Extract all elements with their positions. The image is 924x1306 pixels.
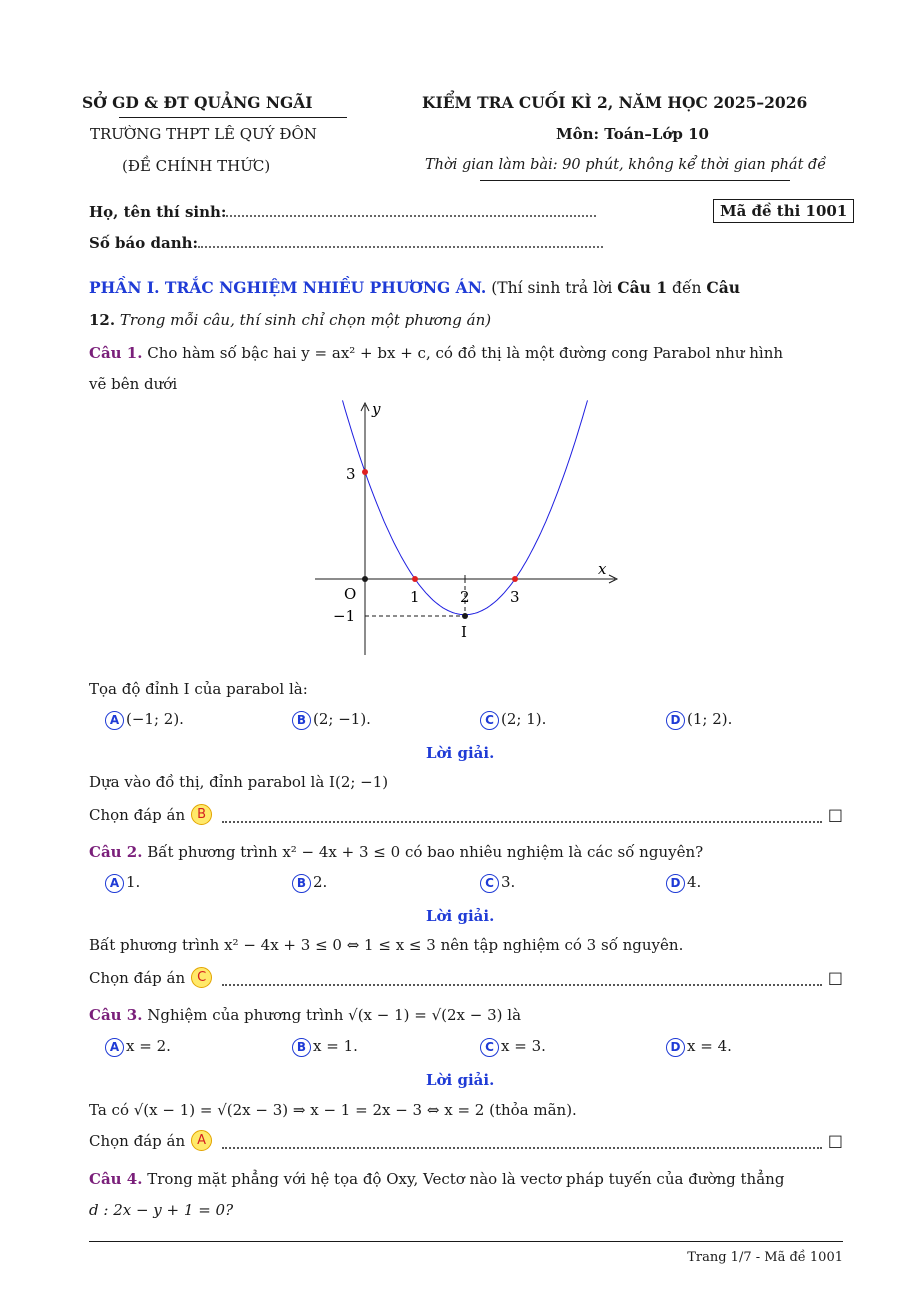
part1-note-italic: Trong mỗi câu, thí sinh chỉ chọn một phương án) [115,311,492,329]
q3-choose-label: Chọn đáp án [89,1131,186,1150]
q3-option-d-text: x = 4. [687,1037,732,1055]
q3-option-a[interactable] [105,1037,171,1057]
time-note: Thời gian làm bài: 90 phút, không kể thời gian phát đề [425,157,827,173]
origin-label: O [344,585,357,603]
q1-qed-icon: □ [827,805,843,824]
q1-option-b-text: (2; −1). [313,710,371,728]
q1-option-a-key: A [105,711,124,730]
q1-choose-row [89,804,843,825]
q2-option-c-text: 3. [501,873,516,891]
q1-question: Tọa độ đỉnh I của parabol là: [89,680,308,698]
q1-label: Câu 1. [89,344,143,362]
q3-option-b-key: B [292,1038,311,1057]
part1-note-mid: đến [667,279,707,297]
q1-choose-label: Chọn đáp án [89,805,186,824]
parabola-graph [300,395,630,660]
q2-option-c-key: C [480,874,499,893]
q4-text-line1 [89,1170,784,1188]
name-row [89,203,596,221]
origin-point [362,576,368,582]
q1-solution-label: Lời giải. [426,744,495,762]
subject: Môn: Toán–Lớp 10 [556,125,709,143]
id-fill[interactable] [198,234,603,248]
q2-solution-label: Lời giải. [426,907,495,925]
q2-choose-row [89,967,843,988]
id-label: Số báo danh: [89,234,199,252]
root-1-point [412,576,418,582]
q2-option-c[interactable] [480,873,515,893]
root-3-point [512,576,518,582]
q2-option-d-key: D [666,874,685,893]
q2-option-a-key: A [105,874,124,893]
q1-option-b-key: B [292,711,311,730]
q2-choose-label: Chọn đáp án [89,968,186,987]
time-underline [480,180,790,181]
school-name: TRƯỜNG THPT LÊ QUÝ ĐÔN [90,125,317,143]
q2-option-b-key: B [292,874,311,893]
q4-text-line2: d : 2x − y + 1 = 0? [89,1201,234,1219]
x-tick-1: 1 [410,588,420,606]
q3-qed-icon: □ [827,1131,843,1150]
vertex-label: I [461,623,467,641]
q3-option-c-text: x = 3. [501,1037,546,1055]
part1-title: PHẦN I. TRẮC NGHIỆM NHIỀU PHƯƠNG ÁN. [89,278,487,297]
q2-option-d-text: 4. [687,873,702,891]
y-tick-3: 3 [346,465,356,483]
q3-label: Câu 3. [89,1006,143,1024]
q3-option-d-key: D [666,1038,685,1057]
q2-option-a-text: 1. [126,873,141,891]
q1-option-c-text: (2; 1). [501,710,547,728]
x-tick-3: 3 [510,588,520,606]
q1-dots [222,807,822,823]
y-axis-label: y [372,400,381,418]
q2-text: Bất phương trình x² − 4x + 3 ≤ 0 có bao nhiêu nghiệm là các số nguyên? [147,843,704,861]
x-tick-2: 2 [460,588,470,606]
q1-option-d-key: D [666,711,685,730]
q3-option-c-key: C [480,1038,499,1057]
q3-solution-text: Ta có √(x − 1) = √(2x − 3) ⇒ x − 1 = 2x − 3 ⇔ x = 2 (thỏa mãn). [89,1101,577,1119]
q2-option-b[interactable] [292,873,327,893]
q2-solution-text: Bất phương trình x² − 4x + 3 ≤ 0 ⇔ 1 ≤ x ≤ 3 nên tập nghiệm có 3 số nguyên. [89,936,684,954]
q3-option-b-text: x = 1. [313,1037,358,1055]
q2-option-b-text: 2. [313,873,328,891]
q2-qed-icon: □ [827,968,843,987]
q2-option-a[interactable] [105,873,140,893]
q3-dots [222,1133,822,1149]
q3-option-c[interactable] [480,1037,546,1057]
q3-text: Nghiệm của phương trình √(x − 1) = √(2x − 3) là [147,1006,522,1024]
q1-option-d-text: (1; 2). [687,710,733,728]
name-fill[interactable] [226,203,596,217]
q1-answer-badge: B [191,804,212,825]
q1-option-c[interactable] [480,710,546,730]
q2-answer-badge: C [191,967,212,988]
footer-rule [89,1241,843,1242]
q3-option-a-key: A [105,1038,124,1057]
y-tick-m1: −1 [333,607,356,625]
name-label: Họ, tên thí sinh: [89,203,227,221]
id-row [89,234,603,252]
official-label: (ĐỀ CHÍNH THỨC) [122,157,271,175]
y-intercept-point [362,469,368,475]
q3-option-b[interactable] [292,1037,358,1057]
q1-option-b[interactable] [292,710,371,730]
q1-option-a[interactable] [105,710,184,730]
q4-label: Câu 4. [89,1170,143,1188]
q1-option-a-text: (−1; 2). [126,710,184,728]
q1-option-c-key: C [480,711,499,730]
q3-option-a-text: x = 2. [126,1037,171,1055]
part1-note-pre: (Thí sinh trả lời [491,279,618,297]
q2-option-d[interactable] [666,873,701,893]
q1-solution-text: Dựa vào đồ thị, đỉnh parabol là I(2; −1) [89,773,389,791]
exam-title: KIỂM TRA CUỐI KÌ 2, NĂM HỌC 2025–2026 [422,93,808,112]
q2-text-line [89,843,703,861]
q1-text-a: Cho hàm số bậc hai y = ax² + bx + c, có đồ thị là một đường cong Parabol như hình [147,344,784,362]
part1-note-b3: 12. [89,311,116,329]
part1-note-b1: Câu 1 [617,278,668,297]
department: SỞ GD & ĐT QUẢNG NGÃI [82,93,313,112]
q1-text-line1 [89,344,783,362]
q3-choose-row [89,1130,843,1151]
q3-solution-label: Lời giải. [426,1071,495,1089]
vertex-point [462,613,468,619]
department-underline [119,117,347,118]
x-axis-label: x [598,560,607,578]
q3-text-line [89,1006,521,1024]
q4-text-a: Trong mặt phẳng với hệ tọa độ Oxy, Vectơ nào là vectơ pháp tuyến của đường thẳng [147,1170,785,1188]
q3-answer-badge: A [191,1130,212,1151]
part1-heading [89,278,740,297]
q2-label: Câu 2. [89,843,143,861]
q3-option-d[interactable] [666,1037,732,1057]
q1-option-d[interactable] [666,710,732,730]
q1-text-line2: vẽ bên dưới [89,375,178,393]
q2-dots [222,970,822,986]
exam-code: Mã đề thi 1001 [713,199,854,223]
page-footer: Trang 1/7 - Mã đề 1001 [687,1250,843,1265]
part1-note-b2: Câu [706,278,741,297]
part1-note-line2 [89,311,491,329]
